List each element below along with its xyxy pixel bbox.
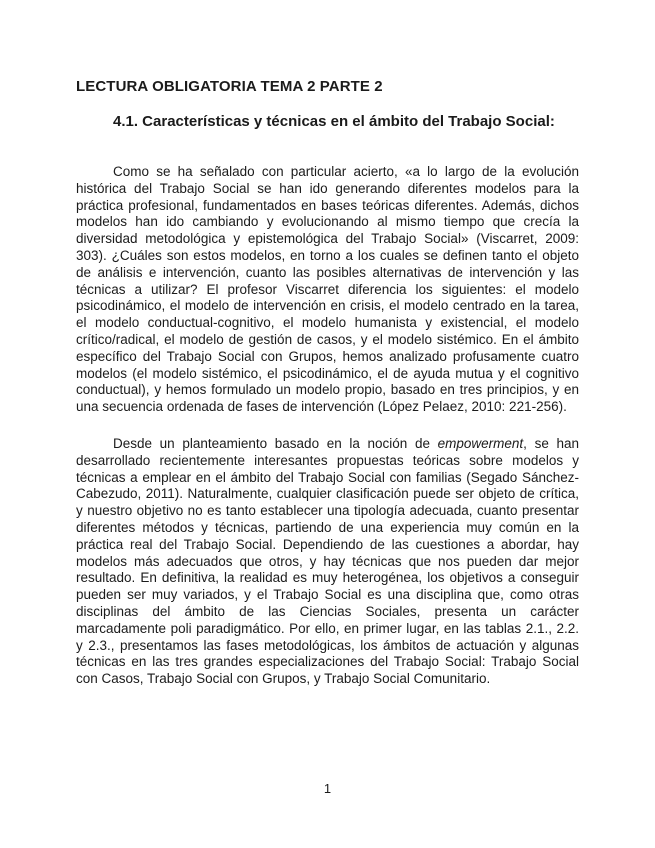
- paragraph-2: [76, 436, 579, 688]
- document-title: LECTURA OBLIGATORIA TEMA 2 PARTE 2: [76, 78, 383, 95]
- section-heading: 4.1. Características y técnicas en el ámbito del Trabajo Social:: [113, 113, 555, 130]
- paragraph-1: Como se ha señalado con particular acierto, «a lo largo de la evolución histórica del Trabajo Social se han ido generando diferentes modelos para la práctica profesional, fundamentados en bases teóricas diferentes. Además, dichos modelos han ido cambiando y evolucionando al mismo tiempo que crecía la diversidad metodológica y epistemológica del Trabajo Social» (Viscarret, 2009: 303). ¿Cuáles son estos modelos, en torno a los cuales se definen tanto el objeto de análisis e intervención, cuanto las posibles alternativas de intervención y las técnicas a utilizar? El profesor Viscarret diferencia los siguientes: el modelo psicodinámico, el modelo de intervención en crisis, el modelo centrado en la tarea, el modelo conductual-cognitivo, el modelo humanista y existencial, el modelo crítico/radical, el modelo de gestión de casos, y el modelo sistémico. En el ámbito específico del Trabajo Social con Grupos, hemos analizado profusamente cuatro modelos (el modelo sistémico, el psicodinámico, el de ayuda mutua y el cognitivo conductual), y hemos formulado un modelo propio, basado en tres principios, y en una secuencia ordenada de fases de intervención (López Pelaez, 2010: 221-256).: [76, 164, 579, 415]
- paragraph-2-text-after: , se han desarrollado recientemente interesantes propuestas teóricas sobre modelos y técnicas a emplear en el ámbito del Trabajo Social con familias (Segado Sánchez-Cabezudo, 2011). Naturalmente, cualquier clasificación puede ser objeto de crítica, y nuestro objetivo no es tanto establecer una tipología adecuada, cuanto presentar diferentes métodos y técnicas, partiendo de una experiencia muy común en la práctica real del Trabajo Social. Dependiendo de las cuestiones a abordar, hay modelos más adecuados que otros, y hay técnicas que nos pueden dar mejor resultado. En definitiva, la realidad es muy heterogénea, los objetivos a conseguir pueden ser muy variados, y el Trabajo Social es una disciplina que, como otras disciplinas del ámbito de las Ciencias Sociales, presenta un carácter marcadamente poli paradigmático. Por ello, en primer lugar, en las tablas 2.1., 2.2. y 2.3., presentamos las fases metodológicas, los ámbitos de actuación y algunas técnicas en las tres grandes especializaciones del Trabajo Social: Trabajo Social con Casos, Trabajo Social con Grupos, y Trabajo Social Comunitario.: [76, 435, 579, 687]
- page-number: 1: [323, 781, 332, 796]
- paragraph-2-text-before: Desde un planteamiento basado en la noción de: [113, 435, 438, 451]
- paragraph-2-italic-term: empowerment: [437, 435, 524, 451]
